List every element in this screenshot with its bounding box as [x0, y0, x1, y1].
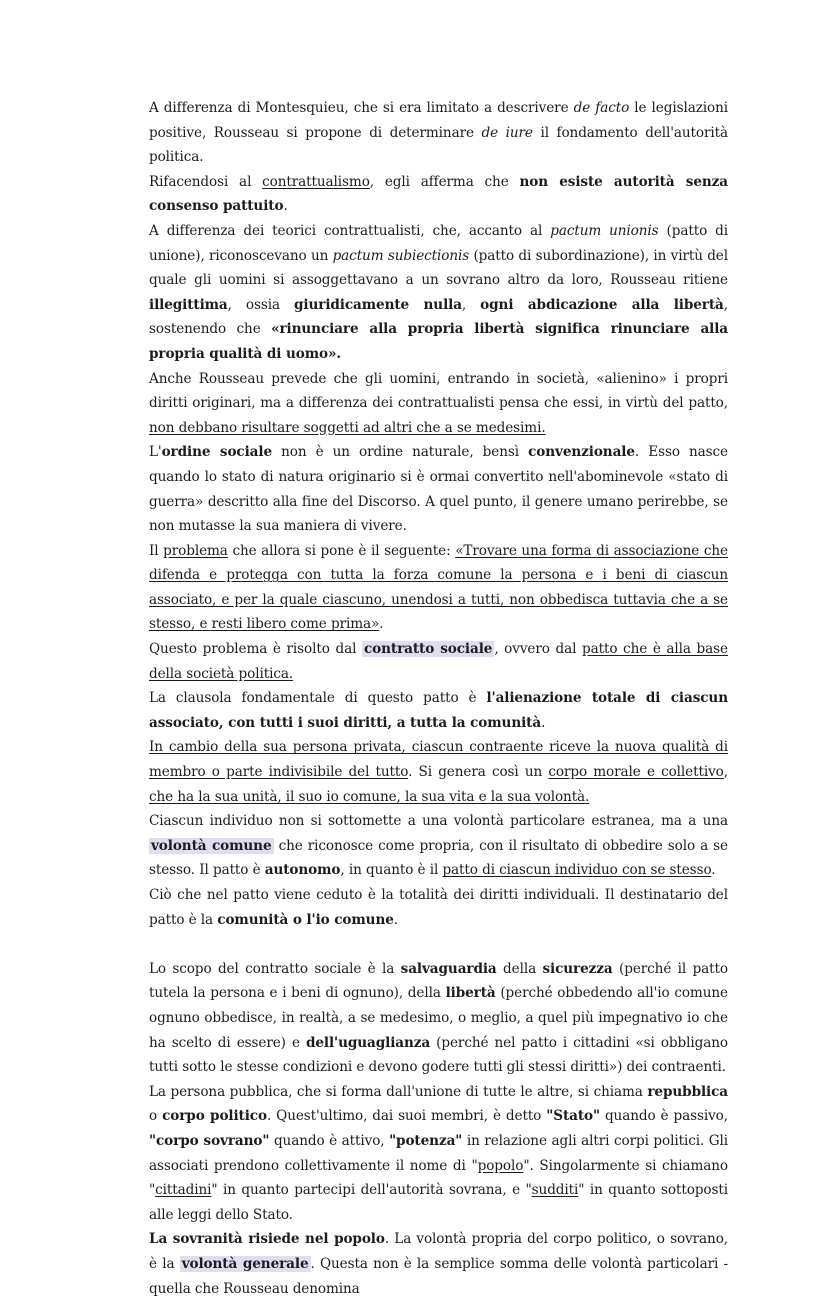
- paragraph: [149, 1080, 728, 1228]
- text-run: che riconosce come propria, con il risultato di obbedire solo a se stesso. Il patto è: [149, 837, 728, 879]
- text-run: . Questa non è la semplice somma delle volontà particolari - quella che Rousseau denomina: [149, 1255, 728, 1297]
- text-run: . La volontà propria del corpo politico, o sovrano, è la: [149, 1231, 728, 1272]
- text-run: Il: [149, 542, 164, 559]
- text-run: " in quanto partecipi dell'autorità sovrana, e ": [211, 1182, 532, 1199]
- text-run: non è un ordine naturale, bensì: [272, 444, 529, 461]
- text-run: , ossia: [227, 296, 294, 313]
- text-run: La clausola fondamentale di questo patto è: [149, 690, 487, 707]
- italic-text: de facto: [573, 100, 630, 116]
- text-run: .: [393, 911, 399, 928]
- underlined-text: che ha la sua unità, il suo io comune, la sua vita e la sua volontà.: [149, 788, 590, 805]
- bold-text: ogni abdicazione alla libertà: [480, 296, 724, 313]
- paragraph: [149, 735, 728, 809]
- text-run: (patto di unione), riconoscevano un: [149, 222, 728, 264]
- highlighted-text: volontà generale: [181, 1255, 309, 1272]
- bold-text: "Stato": [546, 1108, 600, 1125]
- bold-text: comunità o l'io comune: [217, 911, 394, 928]
- highlighted-text: contratto sociale: [363, 641, 493, 658]
- underlined-text: non debbano risultare soggetti ad altri che a se medesimi.: [149, 419, 546, 436]
- text-run: o: [149, 1108, 163, 1125]
- text-run: ". Singolarmente si chiamano ": [149, 1157, 728, 1199]
- text-run: Lo scopo del contratto sociale è la: [149, 960, 401, 977]
- bold-text: "corpo sovrano": [149, 1132, 270, 1149]
- paragraph: [149, 539, 728, 637]
- text-run: " in quanto sottoposti alle leggi dello Stato.: [149, 1182, 728, 1223]
- paragraph: [149, 1227, 728, 1301]
- paragraph: [149, 170, 728, 219]
- underlined-text: sudditi: [531, 1182, 579, 1199]
- bold-text: illegittima: [149, 296, 228, 313]
- italic-text: pactum subiectionis: [332, 247, 470, 264]
- paragraph: [149, 809, 728, 883]
- text-run: .: [283, 198, 288, 215]
- text-run: che allora si pone è il seguente:: [227, 542, 456, 559]
- bold-text: libertà: [445, 985, 496, 1002]
- document-body: [149, 96, 728, 1301]
- bold-text: salvaguardia: [400, 960, 497, 977]
- underlined-text: popolo: [477, 1157, 524, 1174]
- italic-text: de iure: [481, 124, 533, 141]
- bold-text: ordine sociale: [161, 444, 272, 461]
- underlined-text: corpo morale e collettivo: [548, 764, 724, 781]
- text-run: , ovvero dal: [494, 641, 582, 658]
- paragraph: [149, 367, 728, 441]
- text-run: , sostenendo che: [149, 296, 728, 338]
- paragraph: [149, 96, 728, 170]
- text-run: (perché il patto tutela la persona e i beni di ognuno), della: [149, 960, 728, 1002]
- text-run: . Quest'ultimo, dai suoi membri, è detto: [266, 1108, 547, 1125]
- text-run: (perché nel patto i cittadini «si obbligano tutti sotto le stesse condizioni e devono godere tutti gli stessi diritti») dei contraenti.: [149, 1034, 728, 1076]
- text-run: A differenza dei teorici contrattualisti, che, accanto al: [149, 222, 551, 239]
- underlined-text: contrattualismo: [262, 173, 370, 190]
- text-run: Ciò che nel patto viene ceduto è la totalità dei diritti individuali. Il destinatario del patto è la: [149, 887, 728, 928]
- text-run: ,: [723, 764, 728, 781]
- bold-text: l'alienazione totale di ciascun associato, con tutti i suoi diritti, a tutta la comunità: [149, 690, 728, 731]
- text-run: . Si genera così un: [408, 764, 549, 781]
- bold-text: "potenza": [389, 1132, 463, 1149]
- text-run: .: [541, 714, 546, 731]
- underlined-text: In cambio della sua persona privata, ciascun contraente riceve la nuova qualità di membro o parte indivisibile del tutto: [149, 739, 728, 781]
- bold-text: repubblica: [647, 1083, 728, 1100]
- text-run: A differenza di Montesquieu, che si era limitato a descrivere: [149, 100, 574, 116]
- text-run: della: [496, 960, 543, 977]
- bold-text: convenzionale: [528, 444, 635, 461]
- bold-text: corpo politico: [162, 1108, 267, 1125]
- underlined-text: cittadini: [155, 1182, 212, 1199]
- paragraph: [149, 686, 728, 735]
- text-run: .: [379, 616, 384, 633]
- bold-text: sicurezza: [542, 960, 613, 977]
- text-run: La persona pubblica, che si forma dall'unione di tutte le altre, si chiama: [149, 1083, 648, 1100]
- bold-text: giuridicamente nulla: [294, 296, 462, 313]
- bold-text: La sovranità risiede nel popolo: [149, 1231, 385, 1248]
- text-run: , egli afferma che: [369, 173, 520, 190]
- paragraph: [149, 219, 728, 367]
- paragraph: [149, 637, 728, 686]
- underlined-text: patto che è alla base della società politica.: [149, 641, 728, 682]
- text-run: Rifacendosi al: [149, 173, 263, 190]
- text-run: .: [711, 862, 716, 879]
- paragraph: [149, 883, 728, 932]
- text-run: Anche Rousseau prevede che gli uomini, entrando in società, «alienino» i propri diritti originari, ma a differenza dei contrattualisti pensa che essi, in virtù del patto,: [149, 370, 728, 412]
- text-run: (patto di subordinazione), in virtù del quale gli uomini si assoggettavano a un sovrano altro da loro, Rousseau ritiene: [149, 247, 728, 289]
- underlined-text: «Trovare una forma di associazione che difenda e protegga con tutta la forza comune la persona e i beni di ciascun associato, e per la quale ciascuno, unendosi a tutti, non obbedisca tuttavia che a se stesso, e resti libero come prima»: [149, 542, 728, 633]
- underlined-text: patto di ciascun individuo con se stesso: [442, 862, 712, 879]
- text-run: il fondamento dell'autorità politica.: [149, 124, 729, 166]
- bold-text: «rinunciare alla propria libertà significa rinunciare alla propria qualità di uomo».: [149, 321, 729, 362]
- bold-text: dell'uguaglianza: [305, 1034, 431, 1051]
- italic-text: pactum unionis: [550, 222, 659, 239]
- text-run: quando è attivo,: [269, 1132, 390, 1149]
- text-run: , in quanto è il: [340, 862, 443, 879]
- text-run: in relazione agli altri corpi politici. Gli associati prendono collettivamente il nome di ": [149, 1132, 729, 1174]
- text-run: . Esso nasce quando lo stato di natura originario si è ormai convertito nell'abominevole «stato di guerra» descritto alla fine del Discorso. A quel punto, il genere umano perirebbe, se non mutasse la sua maniera di vivere.: [149, 444, 728, 535]
- text-run: ,: [461, 296, 481, 313]
- highlighted-text: volontà comune: [151, 837, 272, 854]
- bold-text: autonomo: [264, 862, 341, 879]
- text-run: quando è passivo,: [599, 1108, 728, 1125]
- paragraph: [149, 440, 728, 538]
- paragraph-spacer: [149, 932, 728, 957]
- text-run: Questo problema è risolto dal: [149, 641, 362, 658]
- bold-text: non esiste autorità senza consenso pattuito: [149, 173, 729, 215]
- paragraph: [149, 957, 728, 1080]
- text-run: le legislazioni positive, Rousseau si propone di determinare: [149, 100, 728, 141]
- text-run: Ciascun individuo non si sottomette a una volontà particolare estranea, ma a una: [149, 813, 728, 830]
- text-run: L': [149, 444, 162, 461]
- underlined-text: problema: [163, 542, 228, 559]
- text-run: (perché obbedendo all'io comune ognuno obbedisce, in realtà, a se medesimo, o meglio, a quel più impegnativo io che ha scelto di essere) e: [149, 985, 728, 1051]
